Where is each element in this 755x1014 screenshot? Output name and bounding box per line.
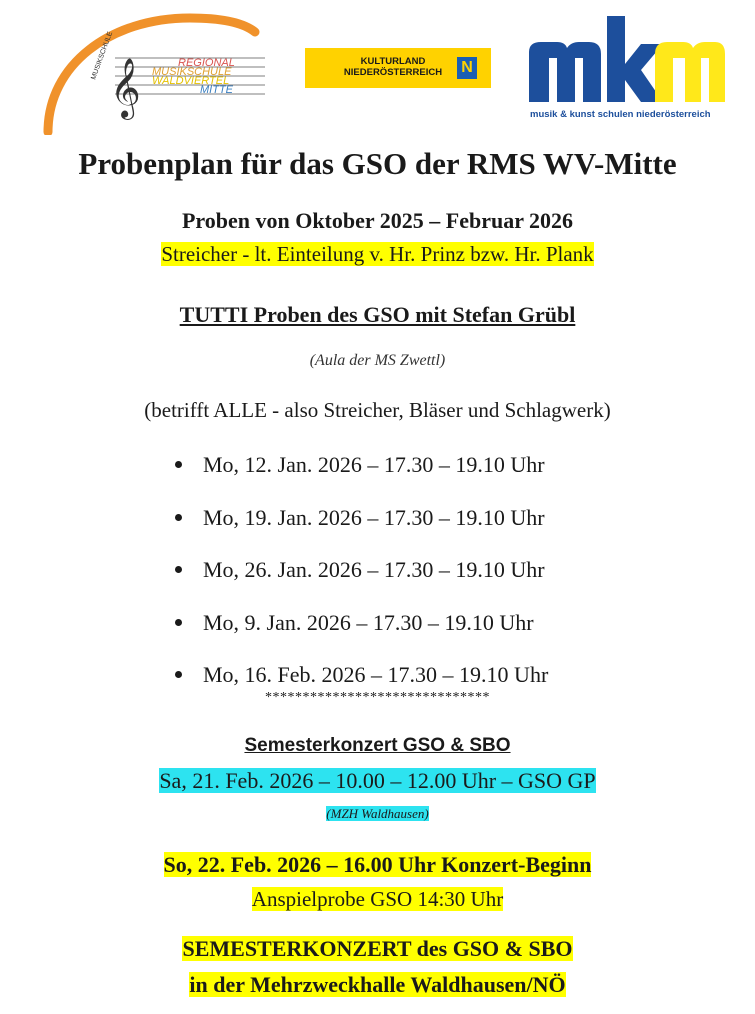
concert-venue: in der Mehrzweckhalle Waldhausen/NÖ <box>189 972 566 997</box>
list-item: Mo, 9. Jan. 2026 – 17.30 – 19.10 Uhr <box>175 610 548 663</box>
svg-text:WALDVIERTEL: WALDVIERTEL <box>152 75 230 87</box>
bullet-icon <box>175 671 182 678</box>
rms-logo <box>40 10 280 135</box>
bullet-icon <box>175 566 182 573</box>
applies-to-note: (betrifft ALLE - also Streicher, Bläser und Schlagwerk) <box>144 398 611 422</box>
svg-text:MUSIKSCHULE: MUSIKSCHULE <box>152 66 232 78</box>
concert-title: SEMESTERKONZERT des GSO & SBO <box>182 936 573 961</box>
list-item: Mo, 16. Feb. 2026 – 17.30 – 19.10 Uhr <box>175 662 548 715</box>
general-rehearsal: Sa, 21. Feb. 2026 – 10.00 – 12.00 Uhr – GSO GP <box>159 768 596 793</box>
svg-text:MITTE: MITTE <box>200 84 233 96</box>
mkm-tagline: musik & kunst schulen niederösterreich <box>530 109 711 120</box>
bullet-icon <box>175 619 182 626</box>
list-item: Mo, 12. Jan. 2026 – 17.30 – 19.10 Uhr <box>175 452 548 505</box>
rehearsal-dates-list <box>175 452 548 715</box>
tutti-heading: TUTTI Proben des GSO mit Stefan Grübl <box>179 302 576 327</box>
bullet-icon <box>175 461 182 468</box>
page-title: Probenplan für das GSO der RMS WV-Mitte <box>78 146 677 181</box>
kulturland-logo <box>305 48 491 88</box>
separator: ****************************** <box>265 690 490 705</box>
gp-location: (MZH Waldhausen) <box>326 806 429 821</box>
warmup-rehearsal: Anspielprobe GSO 14:30 Uhr <box>251 887 504 911</box>
concert-start: So, 22. Feb. 2026 – 16.00 Uhr Konzert-Beginn <box>163 852 592 877</box>
semester-heading: Semesterkonzert GSO & SBO <box>244 735 511 756</box>
mkm-logo <box>527 14 727 124</box>
noe-emblem-icon: N <box>457 57 477 79</box>
kulturland-text: KULTURLAND NIEDERÖSTERREICH <box>343 56 443 78</box>
svg-text:REGIONAL: REGIONAL <box>178 57 235 69</box>
streicher-note: Streicher - lt. Einteilung v. Hr. Prinz bzw. Hr. Plank <box>161 242 594 266</box>
list-item: Mo, 26. Jan. 2026 – 17.30 – 19.10 Uhr <box>175 557 548 610</box>
rms-arc-text: MUSIKSCHULE <box>90 30 115 81</box>
rehearsal-period: Proben von Oktober 2025 – Februar 2026 <box>181 208 574 233</box>
rehearsal-location: (Aula der MS Zwettl) <box>309 352 446 369</box>
bullet-icon <box>175 514 182 521</box>
list-item: Mo, 19. Jan. 2026 – 17.30 – 19.10 Uhr <box>175 505 548 558</box>
svg-text:𝄞: 𝄞 <box>110 58 141 118</box>
